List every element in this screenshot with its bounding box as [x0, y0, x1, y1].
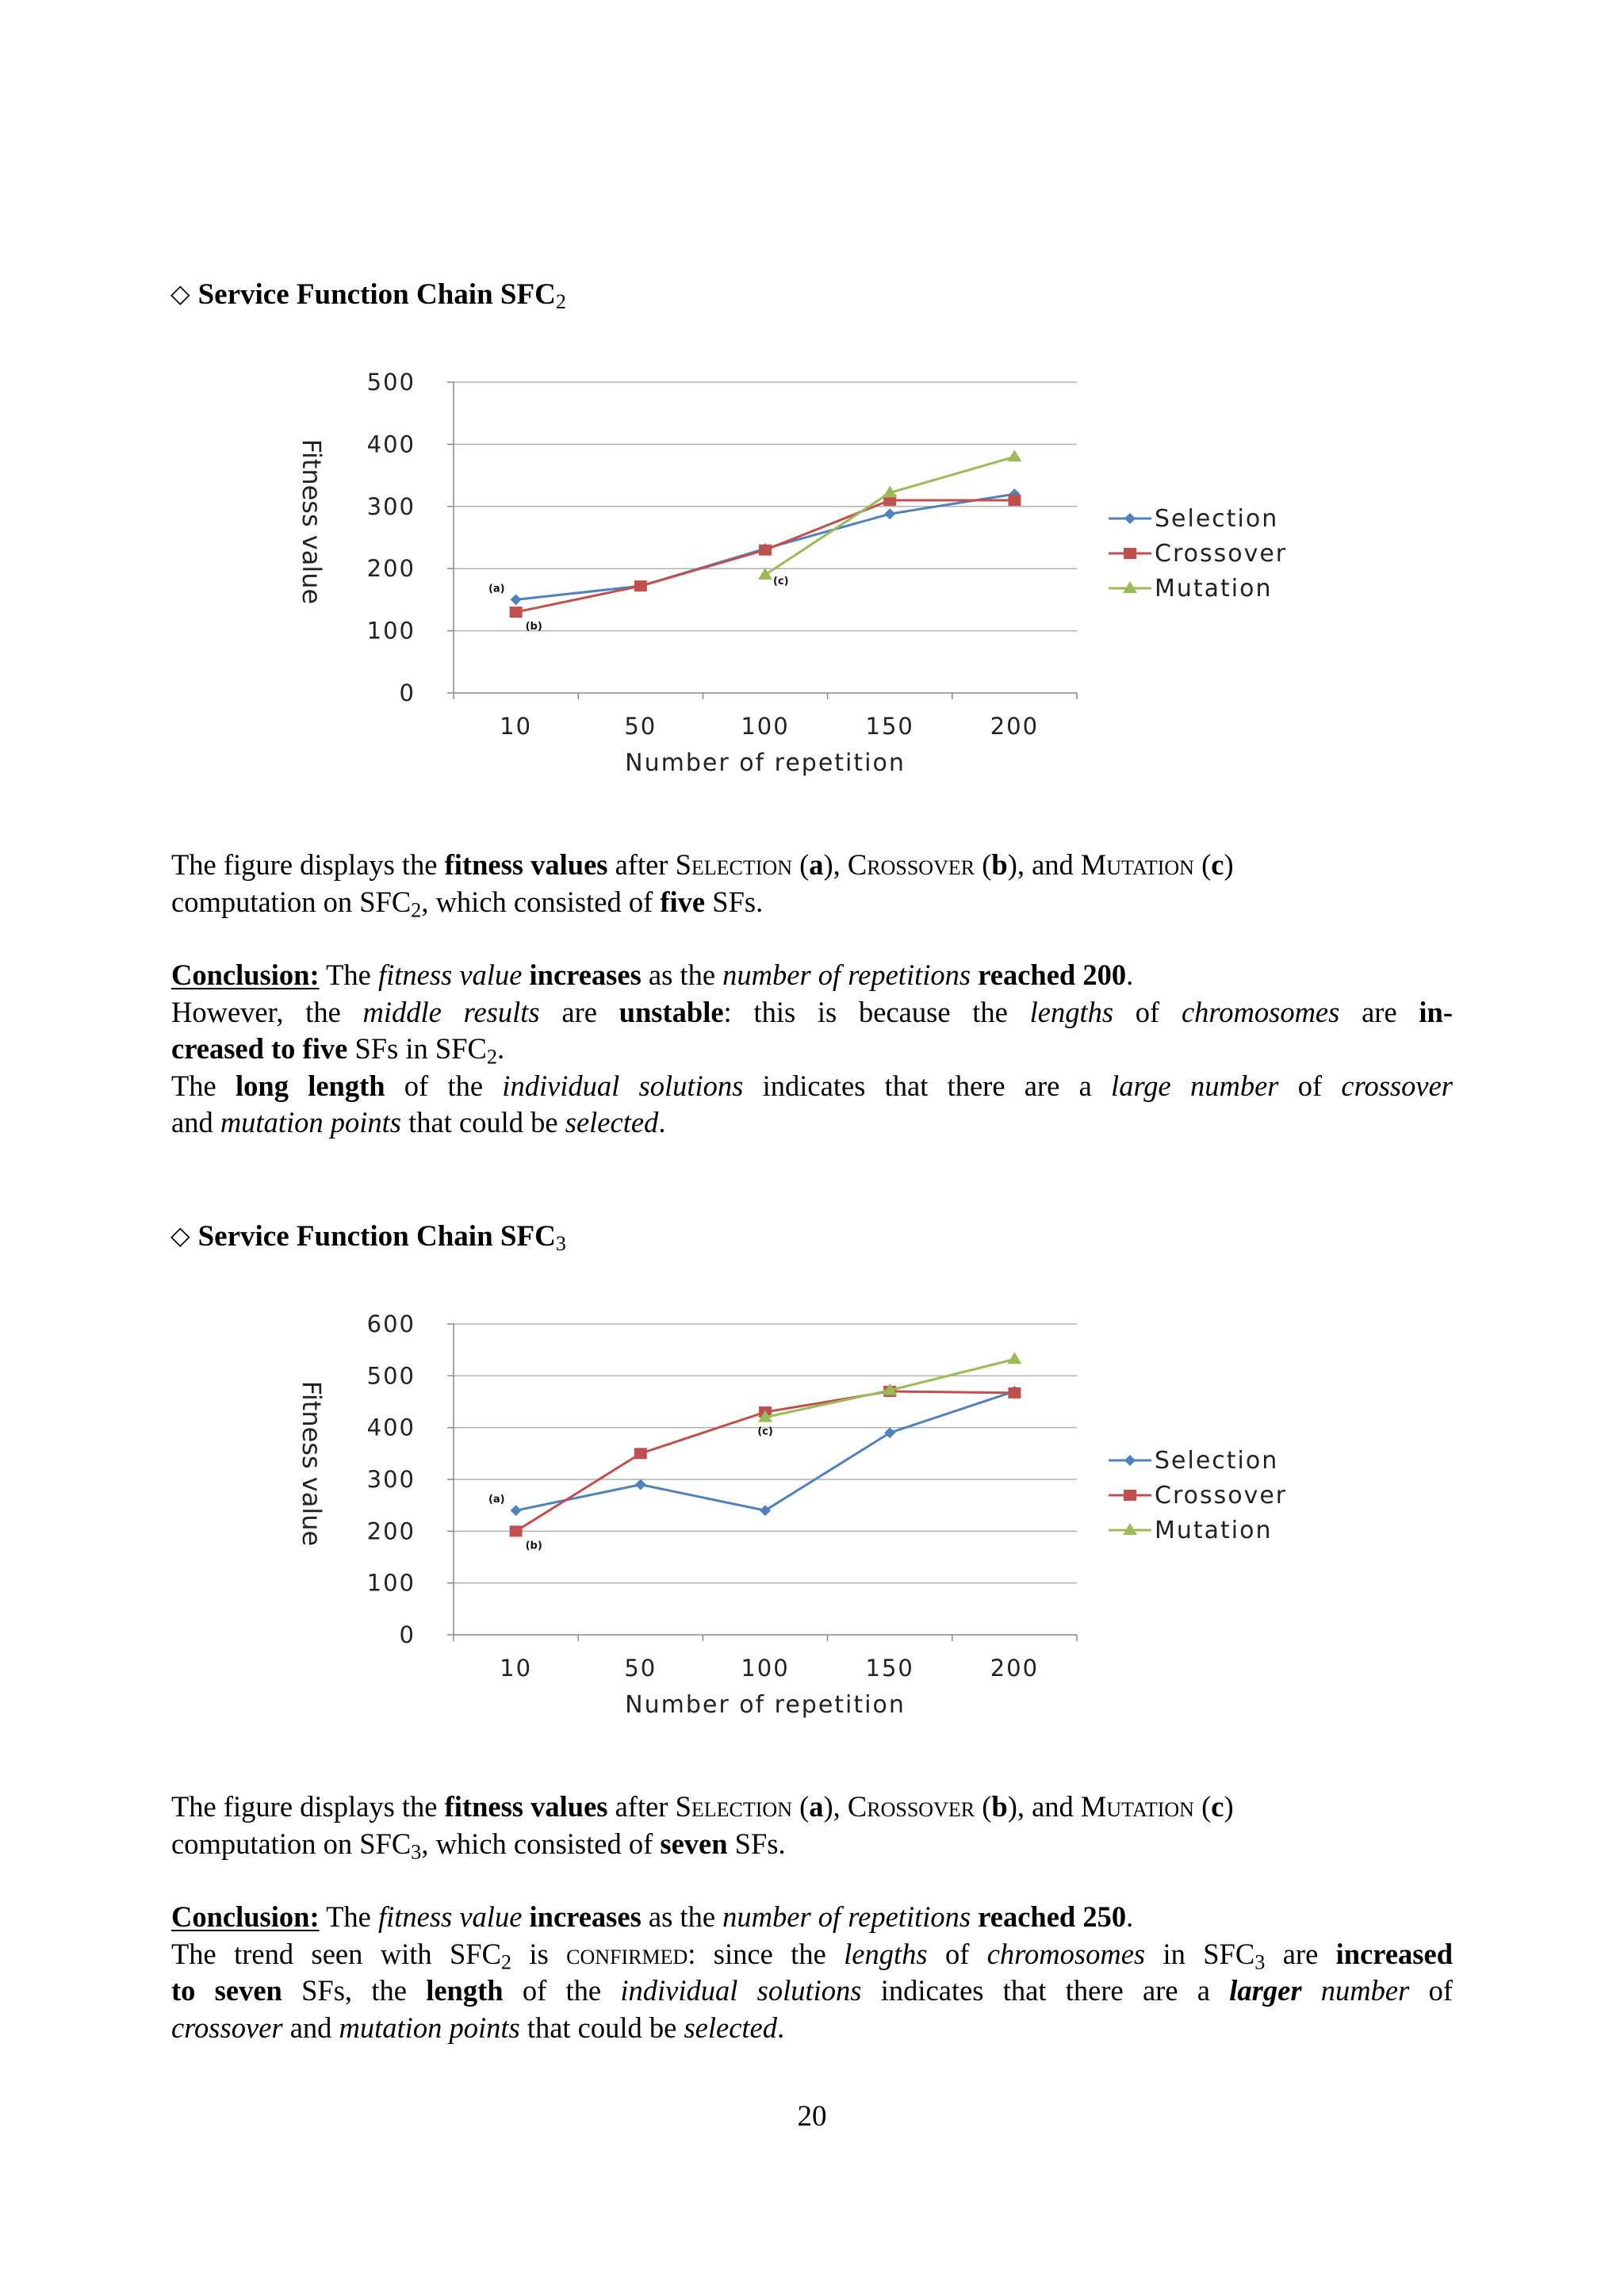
crossover-point	[634, 580, 647, 591]
annotation-label: (c)	[757, 1425, 773, 1438]
y-tick-label: 0	[399, 1621, 416, 1648]
conclusion-line: However, the middle results are unstable: this is because the lengths of chromosomes are in-	[171, 995, 1454, 1028]
conclusion-line: The trend seen with $SFC_2$ is confirmed: since the lengths of chromosomes in $SFC_3$ are increased	[171, 1937, 1453, 1974]
caption-line: computation on $SFC_3$, which consisted of seven SFs.	[171, 1827, 786, 1864]
legend-label: Selection	[1155, 1447, 1279, 1475]
y-tick-label: 200	[366, 555, 416, 583]
conclusion-line: to seven SFs, the length of the individual solutions indicates that there are a larger number of	[171, 1974, 1454, 2007]
conclusion-label: Conclusion:	[171, 959, 320, 991]
selection-point	[511, 1505, 522, 1516]
conclusion-line: Conclusion: The fitness value increases as the number of repetitions reached 200.	[171, 959, 1134, 991]
caption-sfc2	[171, 847, 1453, 920]
x-tick-label: 150	[865, 713, 914, 740]
y-tick-label: 300	[366, 492, 416, 520]
section-title-text: Service Function Chain SFC	[197, 1220, 556, 1253]
chart-legend	[1109, 1447, 1287, 1544]
legend-marker	[1124, 548, 1136, 559]
selection-point	[884, 508, 895, 519]
crossover-point	[1008, 1387, 1021, 1399]
conclusion-line: creased to five SFs in $SFC_2$.	[171, 1032, 505, 1069]
selection-point	[884, 1427, 895, 1438]
y-tick-label: 500	[366, 1362, 416, 1390]
legend-label: Crossover	[1155, 540, 1288, 568]
y-tick-label: 100	[366, 617, 416, 645]
selection-point	[511, 594, 522, 605]
legend-marker	[1124, 513, 1136, 524]
x-axis-label: Number of repetition	[625, 749, 906, 777]
crossover-line	[516, 500, 1015, 612]
diamond-bullet-icon: ◇	[170, 1221, 190, 1249]
caption-line: The figure displays the fitness values after Selection (a), Crossover (b), and Mutation (c)	[171, 848, 1234, 881]
line-chart-sfc2	[0, 349, 1624, 801]
mutation-point	[758, 568, 772, 580]
y-axis-label: Fitness value	[297, 1380, 327, 1547]
legend-label: Mutation	[1155, 1517, 1273, 1544]
x-tick-label: 50	[624, 1655, 657, 1682]
annotation-label: (b)	[525, 1540, 542, 1552]
y-tick-label: 500	[366, 369, 416, 396]
series-selection	[511, 1386, 1021, 1516]
section-title-subscript: 3	[555, 1232, 566, 1255]
y-tick-label: 100	[366, 1569, 416, 1597]
caption-sfc3	[171, 1789, 1453, 1862]
legend-marker	[1124, 1490, 1136, 1501]
x-axis-label: Number of repetition	[625, 1691, 906, 1719]
conclusion-sfc2	[171, 957, 1453, 1142]
conclusion-line: The long length of the individual solutions indicates that there are a large number of crossover	[171, 1069, 1453, 1102]
crossover-point	[759, 545, 772, 556]
line-chart-sfc3	[0, 1291, 1624, 1743]
section-heading-sfc2	[170, 277, 566, 312]
conclusion-line: and mutation points that could be selected.	[171, 1106, 666, 1138]
selection-point	[760, 1505, 771, 1516]
annotation-label: (a)	[488, 1494, 505, 1506]
x-tick-label: 200	[990, 713, 1040, 740]
conclusion-sfc3	[171, 1899, 1453, 2046]
conclusion-line: Conclusion: The fitness value increases as the number of repetitions reached 250.	[171, 1900, 1134, 1933]
crossover-point	[634, 1448, 647, 1459]
y-tick-label: 400	[366, 1414, 416, 1441]
section-heading-sfc3	[170, 1219, 566, 1253]
series-mutation	[758, 1352, 1021, 1422]
conclusion-label: Conclusion:	[171, 1900, 320, 1933]
legend-label: Crossover	[1155, 1482, 1288, 1510]
x-tick-label: 200	[990, 1655, 1040, 1682]
x-tick-label: 10	[500, 713, 533, 740]
mutation-point	[1007, 1352, 1021, 1364]
diamond-bullet-icon: ◇	[170, 279, 190, 308]
annotation-label: (c)	[773, 576, 789, 588]
x-tick-label: 150	[865, 1655, 914, 1682]
x-tick-label: 100	[741, 713, 790, 740]
y-tick-label: 200	[366, 1517, 416, 1545]
chart-sfc2	[0, 349, 1624, 801]
chart-sfc3	[0, 1291, 1624, 1743]
y-tick-label: 600	[366, 1311, 416, 1337]
section-title-text: Service Function Chain SFC	[197, 278, 556, 311]
conclusion-line: crossover and mutation points that could be selected.	[171, 2011, 785, 2044]
y-tick-label: 0	[399, 679, 416, 706]
annotation-label: (b)	[525, 621, 542, 633]
legend-label: Mutation	[1155, 575, 1273, 603]
x-tick-label: 10	[500, 1655, 533, 1682]
selection-point	[635, 1479, 646, 1490]
page-number: 20	[797, 2100, 827, 2133]
mutation-point	[1007, 450, 1021, 461]
y-axis-label: Fitness value	[297, 438, 327, 605]
chart-legend	[1109, 505, 1287, 603]
section-title-subscript: 2	[555, 290, 566, 313]
legend-marker	[1124, 1455, 1136, 1466]
crossover-point	[510, 607, 523, 618]
y-tick-label: 300	[366, 1466, 416, 1493]
crossover-point	[510, 1525, 523, 1536]
x-tick-label: 100	[741, 1655, 790, 1682]
crossover-point	[1008, 495, 1021, 506]
caption-line: The figure displays the fitness values after Selection (a), Crossover (b), and Mutation (c)	[171, 1790, 1234, 1823]
series-crossover	[510, 495, 1021, 618]
annotation-label: (a)	[488, 583, 505, 595]
x-tick-label: 50	[624, 713, 657, 740]
y-tick-label: 400	[366, 430, 416, 458]
caption-line: computation on $SFC_2$, which consisted of five SFs.	[171, 885, 764, 922]
legend-label: Selection	[1155, 505, 1279, 533]
